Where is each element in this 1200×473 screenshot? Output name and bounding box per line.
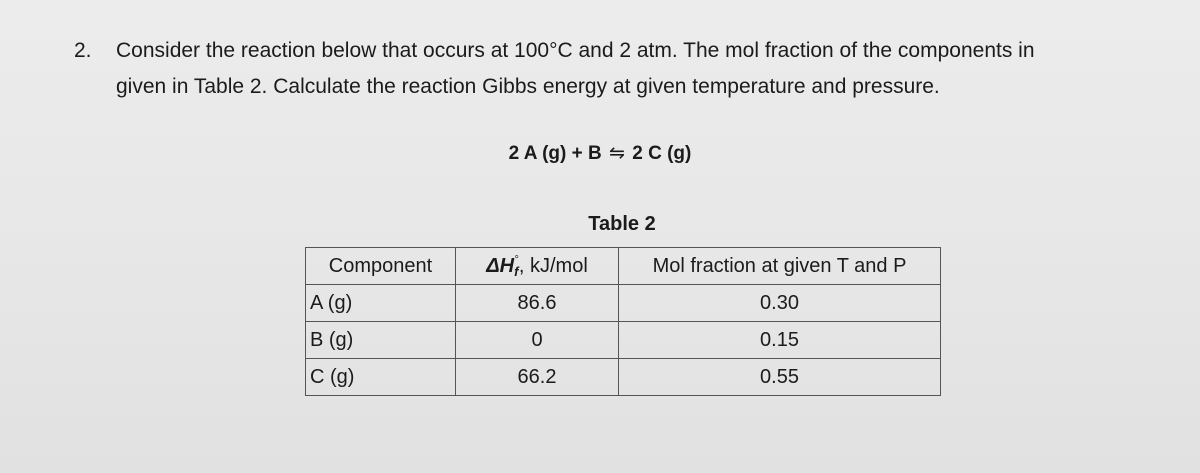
- reaction-reactants: 2 A (g) + B: [508, 143, 602, 164]
- header-mol-fraction: Mol fraction at given T and P: [619, 248, 941, 285]
- table-row: [306, 285, 941, 322]
- cell-enthalpy: 86.6: [456, 285, 619, 322]
- cell-component: C (g): [306, 359, 456, 396]
- table-caption: Table 2: [588, 213, 656, 235]
- data-table: [305, 247, 941, 396]
- header-component: Component: [306, 248, 456, 285]
- question-line-2: given in Table 2. Calculate the reaction Gibbs energy at given temperature and pressure.: [116, 75, 940, 98]
- reaction-equation: [0, 142, 1200, 165]
- enthalpy-superscript: °: [514, 253, 519, 266]
- cell-mol-fraction: 0.55: [619, 359, 941, 396]
- table-row: [306, 322, 941, 359]
- question-number: 2.: [74, 39, 92, 62]
- cell-mol-fraction: 0.15: [619, 322, 941, 359]
- header-enthalpy: [456, 248, 619, 285]
- table-row: [306, 359, 941, 396]
- cell-enthalpy: 0: [456, 322, 619, 359]
- table-header-row: [306, 248, 941, 285]
- reaction-products: 2 C (g): [632, 143, 692, 164]
- question-line-1: Consider the reaction below that occurs at 100°C and 2 atm. The mol fraction of the components in: [116, 39, 1035, 62]
- cell-component: A (g): [306, 285, 456, 322]
- cell-enthalpy: 66.2: [456, 359, 619, 396]
- equilibrium-arrow-icon: ⇋: [609, 143, 625, 164]
- enthalpy-symbol: ΔH: [486, 254, 515, 277]
- cell-mol-fraction: 0.30: [619, 285, 941, 322]
- enthalpy-unit: , kJ/mol: [518, 254, 588, 277]
- cell-component: B (g): [306, 322, 456, 359]
- enthalpy-subscript: f: [514, 263, 519, 279]
- question-text: [116, 33, 1176, 105]
